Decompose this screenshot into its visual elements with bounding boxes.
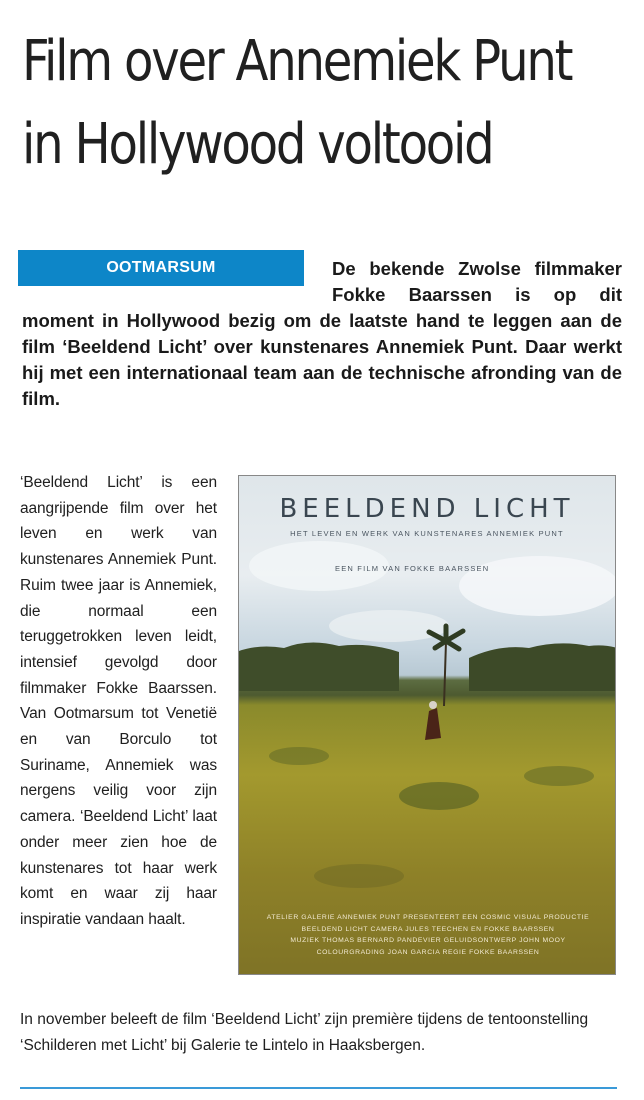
lead-float-spacer xyxy=(22,256,332,306)
poster-credit-line: ATELIER GALERIE ANNEMIEK PUNT PRESENTEERT EEN COSMIC VISUAL PRODUCTIE xyxy=(266,914,590,921)
closing-paragraph: In november beleeft de film ‘Beeldend Licht’ zijn première tijdens de tentoonstelling ‘Schilderen met Licht’ bij Galerie te Lintelo in Haaksbergen. xyxy=(20,1011,589,1054)
poster-credit-line: COLOURGRADING JOAN GARCIA REGIE FOKKE BAARSSEN xyxy=(316,948,540,956)
film-poster xyxy=(238,475,616,975)
lead-text: De bekende Zwolse filmmaker Fokke Baarssen is op dit moment in Hollywood bezig om de laatste hand te leggen aan de film ‘Beeldend Licht’ over kunstenares Annemiek Punt. Daar werkt hij met een internationaal team aan de technische afronding van de film. xyxy=(22,258,622,409)
poster-credits xyxy=(259,912,597,958)
bottom-divider xyxy=(20,1087,617,1089)
kicker-label: OOTMARSUM xyxy=(106,259,216,276)
poster-landscape xyxy=(239,476,616,975)
poster-subtitle: HET LEVEN EN WERK VAN KUNSTENARES ANNEMIEK PUNT xyxy=(290,529,564,538)
poster-byline: EEN FILM VAN FOKKE BAARSSEN xyxy=(335,564,490,573)
headline xyxy=(22,20,572,186)
poster-credit-line: MUZIEK THOMAS BERNARD PANDEVIER GELUIDSONTWERP JOHN MOOY xyxy=(290,937,566,944)
poster-credit-line: BEELDEND LICHT CAMERA JULES TEECHEN EN FOKKE BAARSSEN xyxy=(301,925,555,933)
headline-line-1: Film over Annemiek Punt xyxy=(22,29,572,94)
lead-paragraph xyxy=(22,256,622,412)
body-paragraph: ‘Beeldend Licht’ is een aangrijpende film over het leven en werk van kunstenares Annemiek Punt. Ruim twee jaar is Annemiek, die normaal een teruggetrokken leven leidt, intensief gevolgd door filmmaker Fokke Baarssen. Van Ootmarsum tot Venetië en van Borculo tot Suriname, Annemiek was nergens veilig voor zijn camera. ‘Beeldend Licht’ laat onder meer zien hoe de kunstenares tot haar werk komt en waar zij haar inspiratie vandaan haalt. xyxy=(20,474,217,928)
headline-line-2: in Hollywood voltooid xyxy=(22,112,493,177)
poster-title: BEELDEND LICHT xyxy=(279,494,575,524)
